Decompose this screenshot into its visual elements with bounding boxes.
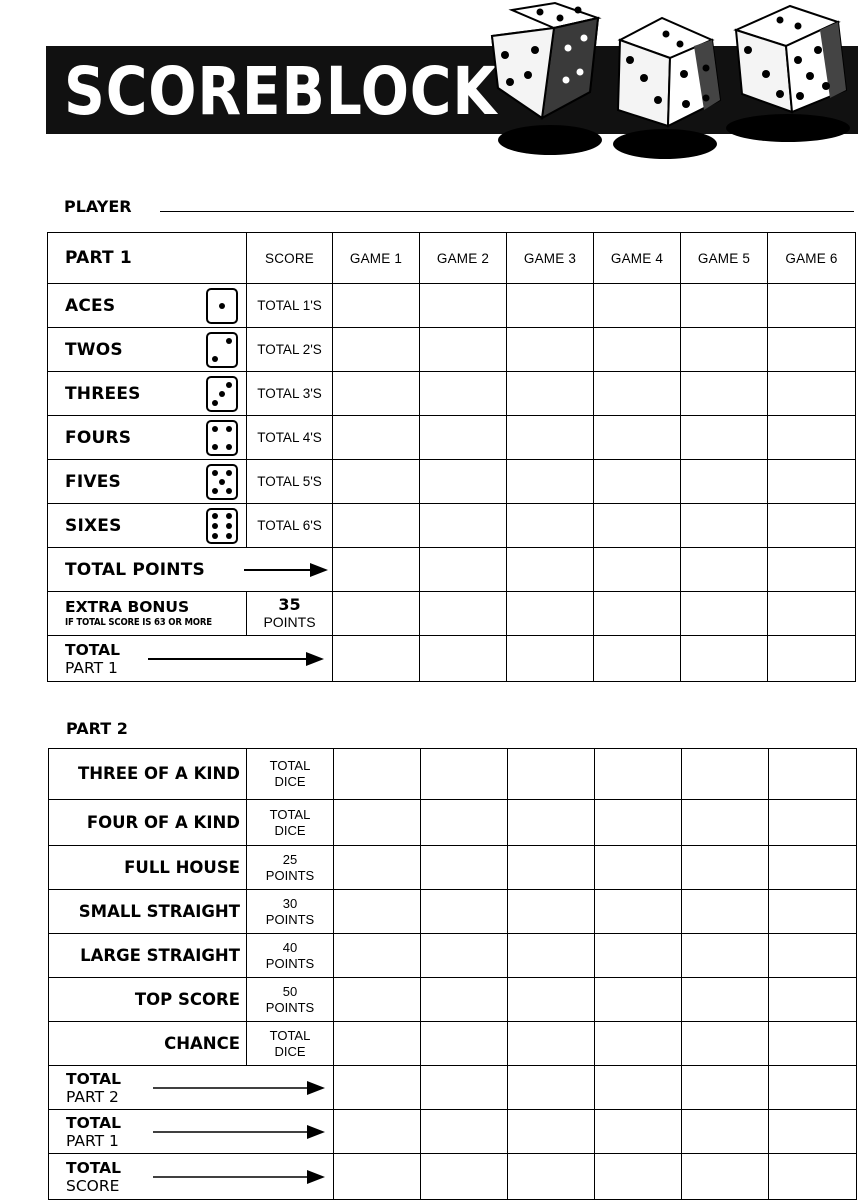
die-three-icon xyxy=(206,376,238,412)
row-label-cell xyxy=(48,504,247,548)
score-cell[interactable] xyxy=(507,636,594,682)
part1-heading-cell xyxy=(48,233,247,284)
table-row xyxy=(48,372,856,416)
extra-bonus-label-cell xyxy=(48,592,247,636)
score-desc: TOTAL 6'S xyxy=(247,504,333,548)
score-cell[interactable] xyxy=(595,890,682,934)
score-desc-line2: POINTS xyxy=(265,955,315,971)
total-part1-line1: TOTAL xyxy=(65,640,120,659)
game-header-6: GAME 6 xyxy=(768,233,856,284)
extra-bonus-condition: IF TOTAL SCORE IS 63 OR MORE xyxy=(65,617,212,628)
score-cell[interactable] xyxy=(769,1022,857,1066)
score-desc-line1: 25 xyxy=(282,851,298,867)
score-cell[interactable] xyxy=(421,978,508,1022)
score-cell[interactable] xyxy=(768,372,856,416)
score-cell[interactable] xyxy=(681,284,768,328)
score-cell[interactable] xyxy=(421,1066,508,1110)
score-cell[interactable] xyxy=(334,1110,421,1154)
row-label-three-of-a-kind: THREE OF A KIND xyxy=(77,764,240,783)
score-cell[interactable] xyxy=(334,1022,421,1066)
score-cell[interactable] xyxy=(508,1110,595,1154)
total-part2-row xyxy=(49,1066,857,1110)
score-cell[interactable] xyxy=(769,749,857,800)
score-desc-line1: TOTAL xyxy=(269,758,311,773)
score-cell[interactable] xyxy=(420,416,507,460)
row-label-aces: ACES xyxy=(65,295,116,316)
score-cell[interactable] xyxy=(681,372,768,416)
total-part1-line2: PART 1 xyxy=(65,658,118,677)
score-cell[interactable] xyxy=(768,504,856,548)
row-label-cell xyxy=(49,934,247,978)
score-desc-line2: DICE xyxy=(274,822,306,838)
score-cell[interactable] xyxy=(333,416,420,460)
table-row xyxy=(49,978,857,1022)
score-cell[interactable] xyxy=(507,416,594,460)
table-row xyxy=(48,284,856,328)
score-cell[interactable] xyxy=(682,800,769,846)
score-cell[interactable] xyxy=(595,1022,682,1066)
score-cell[interactable] xyxy=(421,800,508,846)
total-part1-label-cell xyxy=(48,636,333,682)
score-cell[interactable] xyxy=(769,846,857,890)
total-points-row xyxy=(48,548,856,592)
table-row xyxy=(48,504,856,548)
score-cell[interactable] xyxy=(769,934,857,978)
score-cell[interactable] xyxy=(420,284,507,328)
score-cell[interactable] xyxy=(768,328,856,372)
score-header: SCORE xyxy=(247,233,333,284)
total-part1-row xyxy=(48,636,856,682)
score-cell[interactable] xyxy=(768,592,856,636)
row-label-cell xyxy=(49,890,247,934)
score-cell[interactable] xyxy=(595,1110,682,1154)
table-row xyxy=(49,890,857,934)
total-label-cell xyxy=(49,1066,334,1110)
score-cell[interactable] xyxy=(682,846,769,890)
row-label-cell xyxy=(49,978,247,1022)
score-cell[interactable] xyxy=(682,890,769,934)
total-label-cell xyxy=(49,1110,334,1154)
arrow-right-icon xyxy=(153,1125,325,1139)
score-cell[interactable] xyxy=(420,372,507,416)
table-row xyxy=(49,749,857,800)
table-row xyxy=(49,846,857,890)
table-row xyxy=(48,460,856,504)
score-cell[interactable] xyxy=(769,978,857,1022)
die-six-icon xyxy=(206,508,238,544)
score-cell[interactable] xyxy=(334,978,421,1022)
score-cell[interactable] xyxy=(595,1066,682,1110)
score-cell[interactable] xyxy=(595,800,682,846)
extra-bonus-value-cell xyxy=(247,592,333,636)
total-line2: SCORE xyxy=(66,1176,120,1195)
total-score-row xyxy=(49,1154,857,1200)
score-cell[interactable] xyxy=(421,1154,508,1200)
row-label-cell xyxy=(49,749,247,800)
arrow-right-icon xyxy=(153,1081,325,1095)
score-desc xyxy=(247,800,334,846)
total-line2: PART 2 xyxy=(66,1087,119,1106)
score-cell[interactable] xyxy=(681,548,768,592)
row-label-fours: FOURS xyxy=(65,427,132,448)
score-cell[interactable] xyxy=(333,504,420,548)
row-label-fives: FIVES xyxy=(65,471,121,492)
score-cell[interactable] xyxy=(507,504,594,548)
row-label-twos: TWOS xyxy=(65,339,123,360)
score-cell[interactable] xyxy=(594,636,681,682)
score-cell[interactable] xyxy=(507,592,594,636)
score-cell[interactable] xyxy=(769,1110,857,1154)
arrow-right-icon xyxy=(153,1170,325,1184)
score-cell[interactable] xyxy=(682,978,769,1022)
score-cell[interactable] xyxy=(769,1066,857,1110)
score-cell[interactable] xyxy=(507,548,594,592)
score-cell[interactable] xyxy=(420,328,507,372)
score-cell[interactable] xyxy=(681,592,768,636)
score-cell[interactable] xyxy=(595,934,682,978)
score-cell[interactable] xyxy=(769,800,857,846)
score-cell[interactable] xyxy=(595,749,682,800)
table-row xyxy=(49,1022,857,1066)
game-header-4: GAME 4 xyxy=(594,233,681,284)
game-header-1: GAME 1 xyxy=(333,233,420,284)
score-desc xyxy=(247,749,334,800)
score-cell[interactable] xyxy=(769,1154,857,1200)
row-label-cell xyxy=(48,284,247,328)
score-cell[interactable] xyxy=(508,1066,595,1110)
arrow-right-icon xyxy=(244,563,328,577)
score-cell[interactable] xyxy=(682,749,769,800)
total-line2: PART 1 xyxy=(66,1131,119,1150)
score-cell[interactable] xyxy=(768,460,856,504)
extra-bonus-label: EXTRA BONUS xyxy=(65,598,190,616)
score-cell[interactable] xyxy=(333,636,420,682)
table-row xyxy=(49,934,857,978)
score-cell[interactable] xyxy=(507,460,594,504)
score-cell[interactable] xyxy=(508,846,595,890)
score-cell[interactable] xyxy=(595,978,682,1022)
score-cell[interactable] xyxy=(682,934,769,978)
score-cell[interactable] xyxy=(594,504,681,548)
score-cell[interactable] xyxy=(682,1066,769,1110)
part1-heading: PART 1 xyxy=(65,248,132,268)
row-label-chance: CHANCE xyxy=(164,1033,240,1053)
row-label-small-straight: SMALL STRAIGHT xyxy=(78,901,240,921)
row-label-cell xyxy=(49,846,247,890)
score-cell[interactable] xyxy=(421,890,508,934)
row-label-cell xyxy=(48,460,247,504)
score-desc-line1: 30 xyxy=(282,895,298,911)
score-cell[interactable] xyxy=(421,846,508,890)
score-cell[interactable] xyxy=(681,504,768,548)
score-cell[interactable] xyxy=(333,592,420,636)
extra-bonus-unit: POINTS xyxy=(263,614,316,630)
score-cell[interactable] xyxy=(768,548,856,592)
score-cell[interactable] xyxy=(420,636,507,682)
total-line1: TOTAL xyxy=(66,1158,121,1177)
score-desc xyxy=(247,890,334,934)
score-desc-line2: POINTS xyxy=(265,999,315,1015)
part1-table xyxy=(47,232,856,682)
score-cell[interactable] xyxy=(768,416,856,460)
score-desc xyxy=(247,934,334,978)
die-illustration-1 xyxy=(492,3,598,118)
part1-header-row xyxy=(48,233,856,284)
score-cell[interactable] xyxy=(333,460,420,504)
die-four-icon xyxy=(206,420,238,456)
game-header-2: GAME 2 xyxy=(420,233,507,284)
score-cell[interactable] xyxy=(420,592,507,636)
score-cell[interactable] xyxy=(594,416,681,460)
score-desc: TOTAL 1'S xyxy=(247,284,333,328)
score-cell[interactable] xyxy=(334,890,421,934)
score-cell[interactable] xyxy=(334,800,421,846)
table-row xyxy=(48,328,856,372)
row-label-cell xyxy=(48,372,247,416)
score-desc xyxy=(247,846,334,890)
score-desc-line1: TOTAL xyxy=(269,806,311,822)
row-label-cell xyxy=(48,328,247,372)
score-cell[interactable] xyxy=(508,890,595,934)
score-cell[interactable] xyxy=(594,328,681,372)
row-label-four-of-a-kind: FOUR OF A KIND xyxy=(86,812,240,832)
score-cell[interactable] xyxy=(682,1154,769,1200)
score-cell[interactable] xyxy=(333,328,420,372)
total-points-label: TOTAL POINTS xyxy=(65,559,205,580)
score-cell[interactable] xyxy=(682,1110,769,1154)
score-cell[interactable] xyxy=(508,749,595,800)
extra-bonus-row xyxy=(48,592,856,636)
score-cell[interactable] xyxy=(768,636,856,682)
score-cell[interactable] xyxy=(594,372,681,416)
die-illustration-3 xyxy=(736,6,846,112)
score-cell[interactable] xyxy=(507,284,594,328)
score-cell[interactable] xyxy=(420,504,507,548)
die-illustration-2 xyxy=(618,18,720,126)
score-cell[interactable] xyxy=(681,636,768,682)
row-label-sixes: SIXES xyxy=(65,515,122,536)
score-cell[interactable] xyxy=(769,890,857,934)
score-cell[interactable] xyxy=(508,1022,595,1066)
dice-illustration xyxy=(480,0,858,170)
part2-table xyxy=(48,748,857,1200)
table-row xyxy=(48,416,856,460)
score-cell[interactable] xyxy=(334,749,421,800)
player-name-field[interactable] xyxy=(160,211,854,212)
extra-bonus-value: 35 xyxy=(278,595,301,614)
score-desc xyxy=(247,1022,334,1066)
score-cell[interactable] xyxy=(333,372,420,416)
score-cell[interactable] xyxy=(681,460,768,504)
die-five-icon xyxy=(206,464,238,500)
arrow-right-icon xyxy=(148,652,324,666)
score-cell[interactable] xyxy=(420,460,507,504)
row-label-full-house: FULL HOUSE xyxy=(124,857,240,877)
row-label-large-straight: LARGE STRAIGHT xyxy=(80,945,240,965)
row-label-cell xyxy=(49,800,247,846)
score-cell[interactable] xyxy=(507,328,594,372)
score-cell[interactable] xyxy=(420,548,507,592)
score-cell[interactable] xyxy=(334,846,421,890)
score-desc-line2: DICE xyxy=(274,1043,306,1059)
total-label-cell xyxy=(49,1154,334,1200)
score-cell[interactable] xyxy=(681,328,768,372)
score-cell[interactable] xyxy=(333,284,420,328)
score-desc-line2: POINTS xyxy=(265,911,315,927)
row-label-cell xyxy=(48,416,247,460)
score-desc-line1: 40 xyxy=(282,939,298,955)
score-cell[interactable] xyxy=(508,800,595,846)
score-desc: TOTAL 5'S xyxy=(247,460,333,504)
score-cell[interactable] xyxy=(594,460,681,504)
die-one-icon xyxy=(206,288,238,324)
score-desc: TOTAL 2'S xyxy=(247,328,333,372)
row-label-top-score: TOP SCORE xyxy=(134,989,240,1009)
page-title: SCOREBLOCK xyxy=(64,53,498,130)
score-cell[interactable] xyxy=(421,934,508,978)
row-label-threes: THREES xyxy=(65,383,141,404)
score-desc-line1: 50 xyxy=(282,983,298,999)
score-cell[interactable] xyxy=(334,1066,421,1110)
player-label: PLAYER xyxy=(64,197,132,216)
score-desc: TOTAL 3'S xyxy=(247,372,333,416)
score-cell[interactable] xyxy=(681,416,768,460)
score-cell[interactable] xyxy=(334,934,421,978)
score-cell[interactable] xyxy=(421,1022,508,1066)
score-cell[interactable] xyxy=(421,749,508,800)
score-cell[interactable] xyxy=(507,372,594,416)
score-cell[interactable] xyxy=(333,548,420,592)
total-points-label-cell xyxy=(48,548,333,592)
total-part1-repeat-row xyxy=(49,1110,857,1154)
score-desc: TOTAL 4'S xyxy=(247,416,333,460)
row-label-cell xyxy=(49,1022,247,1066)
die-two-icon xyxy=(206,332,238,368)
score-cell[interactable] xyxy=(334,1154,421,1200)
score-desc-line1: TOTAL xyxy=(269,1027,311,1043)
score-cell[interactable] xyxy=(508,934,595,978)
score-desc xyxy=(247,978,334,1022)
score-cell[interactable] xyxy=(508,1154,595,1200)
score-cell[interactable] xyxy=(508,978,595,1022)
score-cell[interactable] xyxy=(768,284,856,328)
score-cell[interactable] xyxy=(595,1154,682,1200)
score-desc-line2: DICE xyxy=(274,774,306,789)
score-cell[interactable] xyxy=(682,1022,769,1066)
total-line1: TOTAL xyxy=(66,1069,121,1088)
game-header-5: GAME 5 xyxy=(681,233,768,284)
table-row xyxy=(49,800,857,846)
score-cell[interactable] xyxy=(421,1110,508,1154)
total-line1: TOTAL xyxy=(66,1113,121,1132)
score-cell[interactable] xyxy=(594,592,681,636)
score-cell[interactable] xyxy=(594,284,681,328)
score-desc-line2: POINTS xyxy=(265,867,315,883)
game-header-3: GAME 3 xyxy=(507,233,594,284)
score-cell[interactable] xyxy=(595,846,682,890)
score-cell[interactable] xyxy=(594,548,681,592)
part2-heading: PART 2 xyxy=(66,719,128,738)
